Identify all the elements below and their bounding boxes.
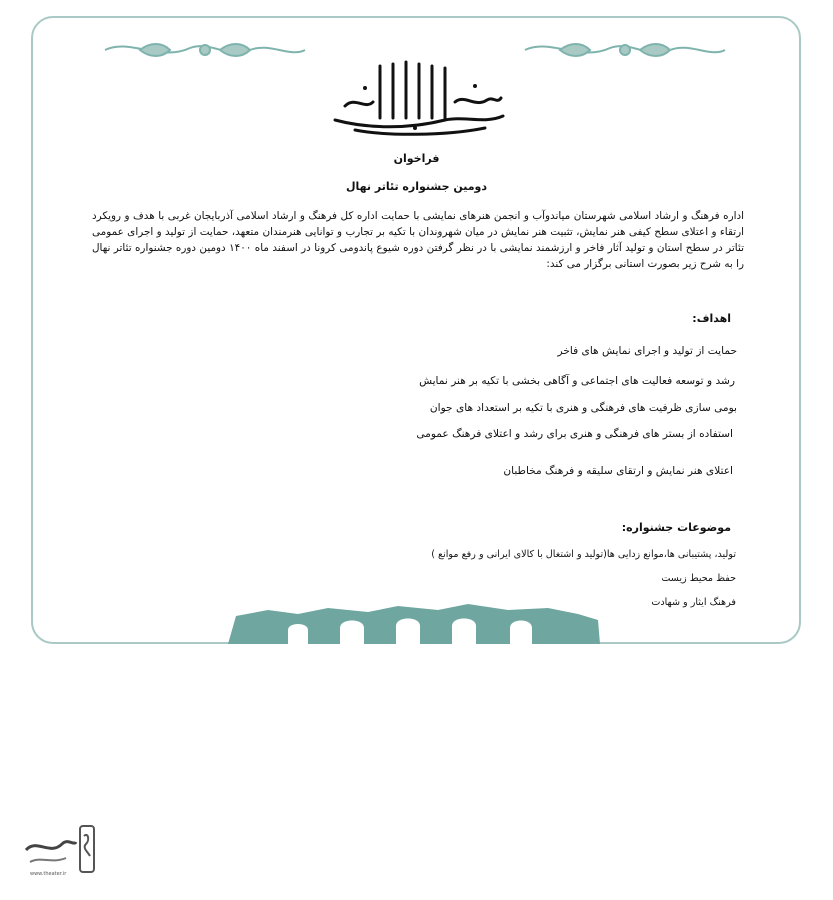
right-ornament-icon bbox=[520, 36, 730, 64]
goal-item: بومی سازی ظرفیت های فرهنگی و هنری با تکیه بر استعداد های جوان bbox=[429, 402, 737, 414]
topic-item: فرهنگ ایثار و شهادت bbox=[651, 597, 736, 608]
document-subtitle: دومین جشنواره تئاتر نهال bbox=[345, 180, 488, 193]
goal-item: اعتلای هنر نمایش و ارتقای سلیقه و فرهنگ مخاطبان bbox=[503, 465, 733, 477]
topics-heading: موضوعات جشنواره: bbox=[621, 521, 731, 534]
goal-item: حمایت از تولید و اجرای نمایش های فاخر bbox=[557, 345, 737, 357]
intro-paragraph: اداره فرهنگ و ارشاد اسلامی شهرستان میاندوآب و انجمن هنرهای نمایشی با حمایت اداره کل فرهنگ و ارشاد اسلامی آذربایجان غربی با هدف و رویکرد ارتقاء و اعتلای سطح کیفی هنر نمایش، تثبیت هنر نمایش در میان شهروندان با تکیه بر تجارب و توانایی هنرمندان متعهد، حمایت از تولید و اجرای عمومی تئاتر در سطح استان و تولید آثار فاخر و ارزشمند نمایشی با در نظر گرفتن دوره شیوع پاندومی کرونا در اسفند ماه ۱۴۰۰ دومین دوره جشنواره تئاتر نهال را به شرح زیر بصورت استانی برگزار می کند: bbox=[92, 210, 744, 270]
goals-heading: اهداف: bbox=[692, 312, 731, 325]
document-title: فراخوان bbox=[393, 152, 440, 165]
basmala-calligraphy-icon bbox=[325, 58, 510, 138]
topic-item: حفظ محیط زیست bbox=[661, 573, 736, 584]
site-url: www.theater.ir bbox=[30, 871, 67, 877]
left-ornament-icon bbox=[100, 36, 310, 64]
goal-item: رشد و توسعه فعالیت های اجتماعی و آگاهی بخشی با تکیه بر هنر نمایش bbox=[419, 375, 735, 387]
historic-bridge-watermark-icon bbox=[228, 600, 608, 644]
topic-item: تولید، پشتیبانی ها،موانع زدایی ها(تولید و اشتغال با کالای ایرانی و رفع موانع ) bbox=[431, 549, 736, 560]
goal-item: استفاده از بستر های فرهنگی و هنری برای رشد و اعتلای فرهنگ عمومی bbox=[416, 428, 733, 440]
